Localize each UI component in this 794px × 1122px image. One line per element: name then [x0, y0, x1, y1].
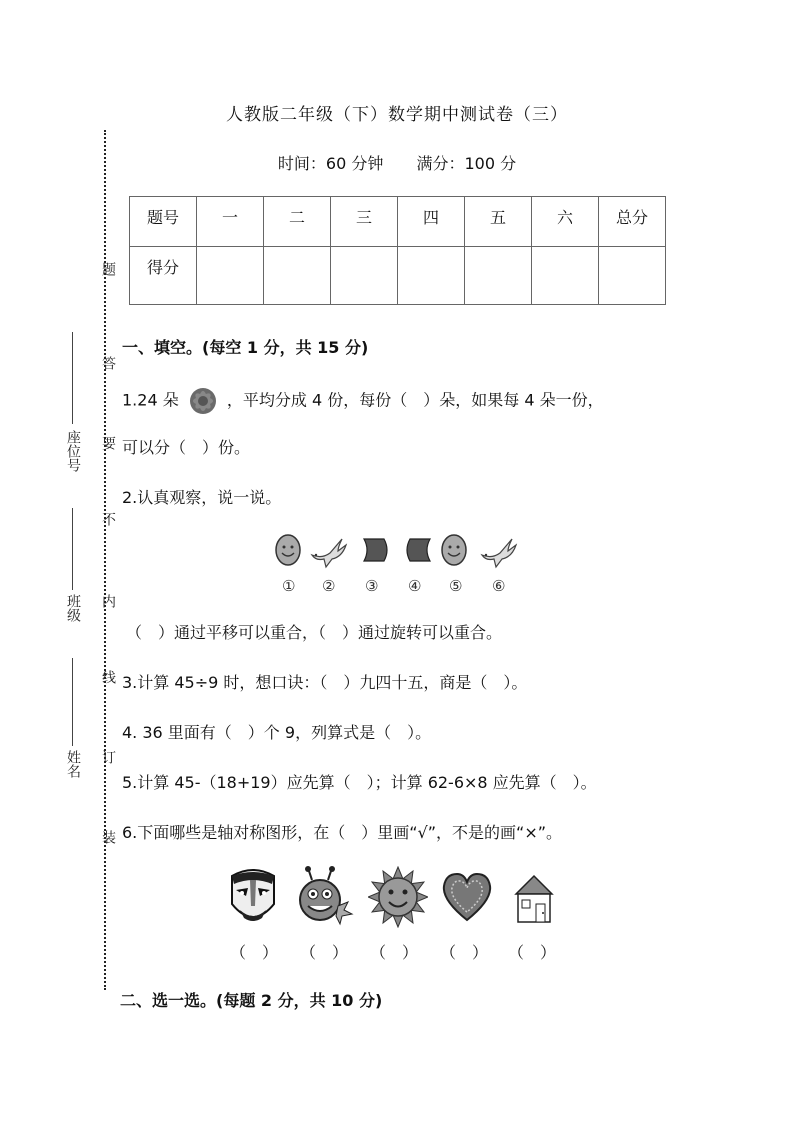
- score-table: [129, 196, 666, 305]
- question-1-text-b: ，平均分成 4 份，每份（ ）朵，如果每 4 朵一份，: [226, 390, 604, 410]
- cartoon-bug-icon: [294, 866, 354, 928]
- opera-mask-icon: [226, 866, 280, 928]
- page-title: 人教版二年级（下）数学期中测试卷（三）: [226, 105, 568, 125]
- seal-char-8: 装: [100, 830, 116, 844]
- seal-char-4: 不: [100, 512, 116, 526]
- seal-char-3: 要: [100, 436, 116, 450]
- question-5-text: 5.计算 45-（18+19）应先算（ ）；计算 62-6×8 应先算（ ）。: [122, 773, 597, 792]
- question-6-paren-2[interactable]: （ ）: [300, 943, 349, 962]
- score-input-6[interactable]: [532, 247, 599, 305]
- question-6-paren-4[interactable]: （ ）: [440, 943, 489, 962]
- score-cell-5: 五: [465, 197, 532, 247]
- class-label: 班级: [65, 594, 81, 622]
- score-row-label: 得分: [130, 247, 197, 305]
- question-1-line2: 可以分（ ）份。: [122, 438, 251, 457]
- class-field[interactable]: [72, 508, 73, 590]
- figure-number-5: ⑤: [449, 577, 463, 595]
- seat-number-label: 座位号: [65, 430, 81, 472]
- seal-char-6: 线: [100, 670, 116, 684]
- score-input-5[interactable]: [465, 247, 532, 305]
- figure-number-4: ④: [408, 577, 422, 595]
- score-cell-4: 四: [398, 197, 465, 247]
- score-table-score-row: [130, 247, 666, 305]
- figure-number-3: ③: [365, 577, 379, 595]
- question-6-paren-1[interactable]: （ ）: [230, 943, 279, 962]
- exam-info: [0, 151, 794, 174]
- question-6-paren-5[interactable]: （ ）: [508, 943, 557, 962]
- score-cell-total: 总分: [599, 197, 666, 247]
- dove-icon: [308, 531, 348, 569]
- score-input-1[interactable]: [197, 247, 264, 305]
- score-cell-6: 六: [532, 197, 599, 247]
- figure-number-1: ①: [282, 577, 296, 595]
- exam-full-score: 满分：100 分: [416, 154, 517, 173]
- seal-char-1: 题: [100, 262, 116, 276]
- seat-number-field[interactable]: [72, 332, 73, 424]
- score-cell-label: 题号: [130, 197, 197, 247]
- curved-block-flipped-icon: [402, 537, 432, 563]
- question-2-figures: [270, 531, 530, 571]
- dove-icon-2: [478, 531, 518, 569]
- score-cell-2: 二: [264, 197, 331, 247]
- question-2-answer: （ ）通过平移可以重合，（ ）通过旋转可以重合。: [126, 623, 503, 642]
- seal-char-2: 答: [100, 356, 116, 370]
- question-4-text: 4. 36 里面有（ ）个 9，列算式是（ ）。: [122, 723, 432, 742]
- name-label: 姓名: [65, 750, 81, 778]
- question-2-text: 2.认真观察，说一说。: [122, 488, 282, 507]
- smiley-face-icon-2: [440, 533, 468, 567]
- score-cell-1: 一: [197, 197, 264, 247]
- question-1-text-a: 1.24 朵: [122, 390, 179, 410]
- heart-pattern-icon: [440, 870, 494, 924]
- figure-number-6: ⑥: [492, 577, 506, 595]
- flower-icon: [186, 386, 220, 416]
- question-3-text: 3.计算 45÷9 时，想口诀：（ ）九四十五，商是（ ）。: [122, 673, 528, 692]
- question-6-text: 6.下面哪些是轴对称图形，在（ ）里画“√”，不是的画“×”。: [122, 823, 563, 842]
- question-6-paren-3[interactable]: （ ）: [370, 943, 419, 962]
- seal-char-5: 内: [100, 594, 116, 608]
- name-field[interactable]: [72, 658, 73, 746]
- smiley-face-icon: [274, 533, 302, 567]
- section2-heading: 二、选一选。(每题 2 分，共 10 分): [120, 991, 383, 1010]
- score-cell-3: 三: [331, 197, 398, 247]
- score-input-2[interactable]: [264, 247, 331, 305]
- score-input-4[interactable]: [398, 247, 465, 305]
- exam-time: 时间：60 分钟: [277, 154, 384, 173]
- score-input-3[interactable]: [331, 247, 398, 305]
- seal-char-7: 订: [100, 750, 116, 764]
- curved-block-icon: [362, 537, 392, 563]
- section1-heading: 一、填空。(每空 1 分，共 15 分): [122, 338, 369, 357]
- house-icon: [512, 872, 556, 926]
- score-table-header-row: [130, 197, 666, 247]
- figure-number-2: ②: [322, 577, 336, 595]
- question-1-line1: [122, 386, 604, 416]
- binding-dotted-line: [104, 130, 106, 990]
- sun-icon: [368, 866, 428, 928]
- score-input-total[interactable]: [599, 247, 666, 305]
